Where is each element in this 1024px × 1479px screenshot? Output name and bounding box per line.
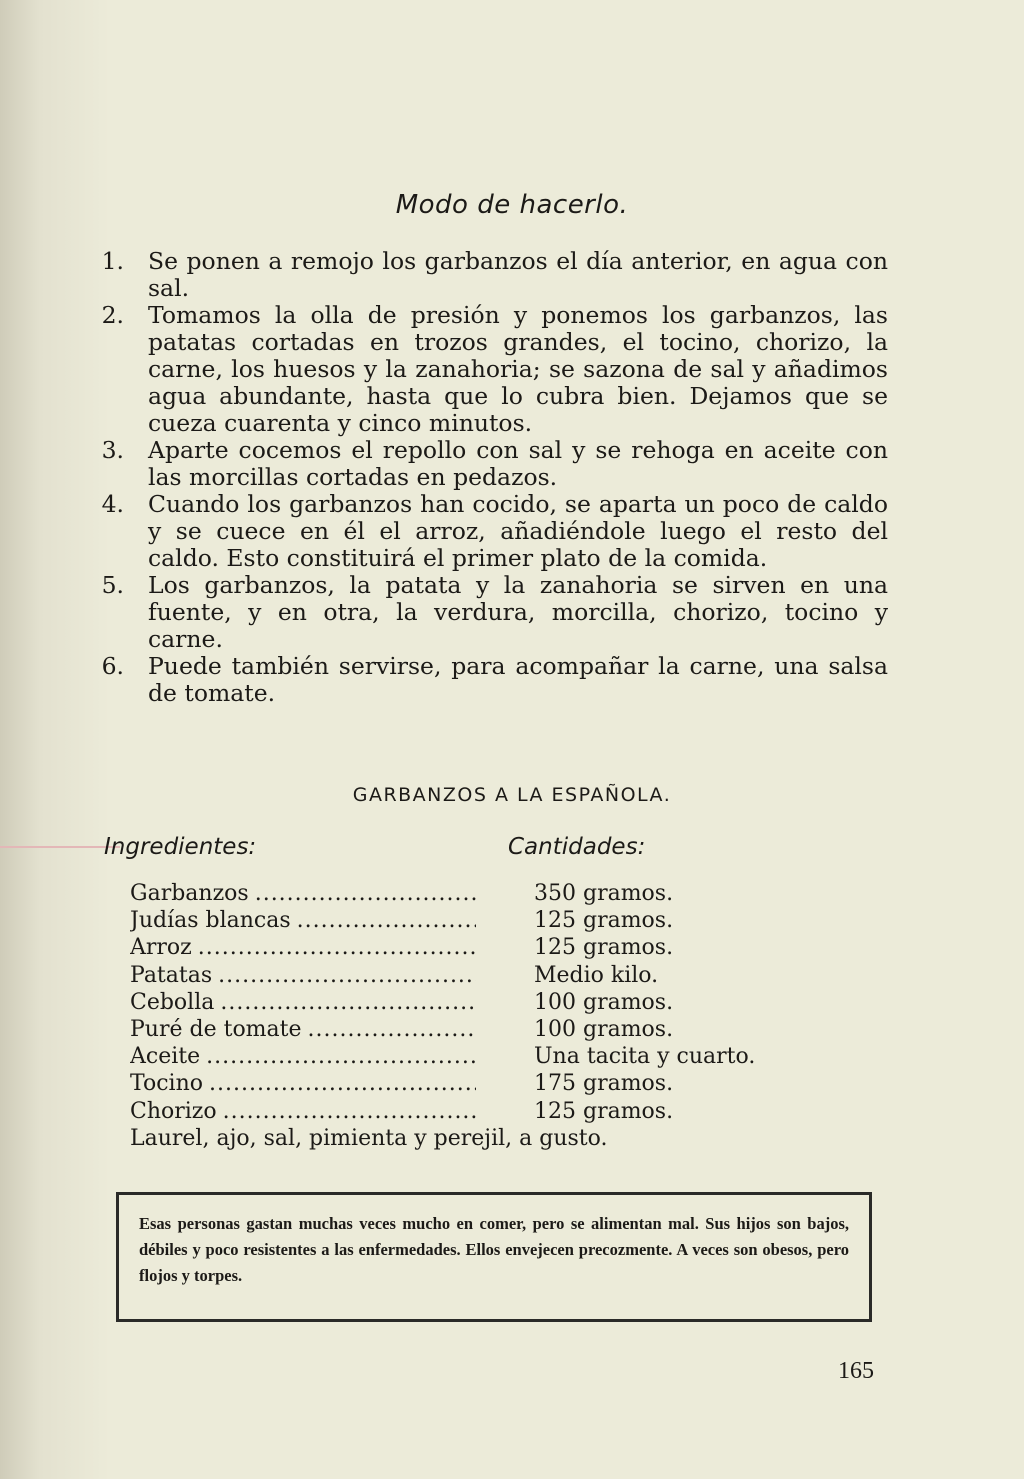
- ingredient-row: [130, 989, 830, 1016]
- step-item: [98, 491, 888, 572]
- ingredient-name: Tocino: [130, 1071, 203, 1097]
- ingredient-quantity: 125 gramos.: [534, 1098, 674, 1124]
- ingredient-name: Aceite: [130, 1044, 201, 1070]
- recipe-title: GARBANZOS A LA ESPAÑOLA.: [352, 784, 672, 806]
- step-item: [98, 572, 888, 653]
- ingredient-quantity: 175 gramos.: [534, 1071, 674, 1097]
- ingredient-quantity: 100 gramos.: [534, 1016, 674, 1042]
- step-text: Aparte cocemos el repollo con sal y se rehoga en aceite con las morcillas cortadas en pedazos.: [148, 436, 888, 491]
- ingredient-row: [130, 1098, 830, 1125]
- ingredients-note: Laurel, ajo, sal, pimienta y perejil, a gusto.: [130, 1125, 608, 1151]
- ingredient-row: [130, 1016, 830, 1043]
- ingredient-quantity: Una tacita y cuarto.: [534, 1044, 756, 1070]
- step-text: Tomamos la olla de presión y ponemos los garbanzos, las patatas cortadas en trozos grandes, el tocino, chorizo, la carne, los huesos y la zanahoria; se sazona de sal y añadimos agua abundante, hasta que lo cubra bien. Dejamos que se cueza cuarenta y cinco minutos.: [148, 301, 888, 437]
- step-number: 4.: [101, 490, 124, 518]
- ingredient-name: Garbanzos: [130, 881, 249, 906]
- method-heading: Modo de hacerlo.: [395, 190, 629, 220]
- step-text: Puede también servirse, para acompañar la carne, una salsa de tomate.: [148, 652, 888, 707]
- ingredient-row: [130, 907, 830, 934]
- method-steps: [98, 248, 888, 707]
- page-number: 165: [838, 1358, 874, 1384]
- step-number: 5.: [101, 571, 124, 599]
- step-number: 6.: [101, 652, 124, 680]
- ingredient-name: Patatas: [130, 962, 213, 988]
- ingredient-row: [130, 934, 830, 961]
- margin-mark: [0, 846, 120, 848]
- quantities-column-heading: Cantidades:: [508, 834, 646, 860]
- ingredient-quantity: 125 gramos.: [534, 935, 674, 961]
- nutrition-note-text: Esas personas gastan muchas veces mucho en comer, pero se alimentan mal. Sus hijos son bajos, débiles y poco resistentes a las enfermedades. Ellos envejecen precozmente. A veces son obesos, pero flojos y torpes.: [139, 1214, 849, 1285]
- step-number: 2.: [101, 301, 124, 329]
- ingredient-name: Puré de tomate: [130, 1016, 302, 1042]
- nutrition-note-box: [116, 1192, 872, 1322]
- ingredient-note-row: [130, 1125, 830, 1152]
- ingredient-row: [130, 962, 830, 989]
- step-item: [98, 248, 888, 302]
- step-text: Los garbanzos, la patata y la zanahoria se sirven en una fuente, y en otra, la verdura, morcilla, chorizo, tocino y carne.: [148, 571, 888, 653]
- ingredient-row: [130, 880, 830, 907]
- step-item: [98, 653, 888, 707]
- ingredient-name: Chorizo: [130, 1098, 217, 1124]
- step-number: 3.: [101, 436, 124, 464]
- ingredient-quantity: 350 gramos.: [534, 881, 674, 906]
- ingredients-column-heading: Ingredientes:: [104, 834, 257, 860]
- ingredient-quantity: 125 gramos.: [534, 908, 674, 934]
- ingredient-list: [130, 880, 830, 1152]
- step-number: 1.: [101, 247, 124, 275]
- ingredient-row: [130, 1043, 830, 1070]
- step-text: Se ponen a remojo los garbanzos el día anterior, en agua con sal.: [148, 247, 888, 302]
- step-item: [98, 437, 888, 491]
- step-text: Cuando los garbanzos han cocido, se aparta un poco de caldo y se cuece en él el arroz, añadiéndole luego el resto del caldo. Esto constituirá el primer plato de la comida.: [148, 490, 888, 572]
- ingredient-quantity: 100 gramos.: [534, 989, 674, 1015]
- step-item: [98, 302, 888, 437]
- ingredient-name: Arroz: [130, 935, 192, 961]
- ingredient-row: [130, 1070, 830, 1097]
- ingredient-name: Judías blancas: [130, 908, 291, 934]
- ingredient-quantity: Medio kilo.: [534, 962, 659, 988]
- ingredient-name: Cebolla: [130, 989, 215, 1015]
